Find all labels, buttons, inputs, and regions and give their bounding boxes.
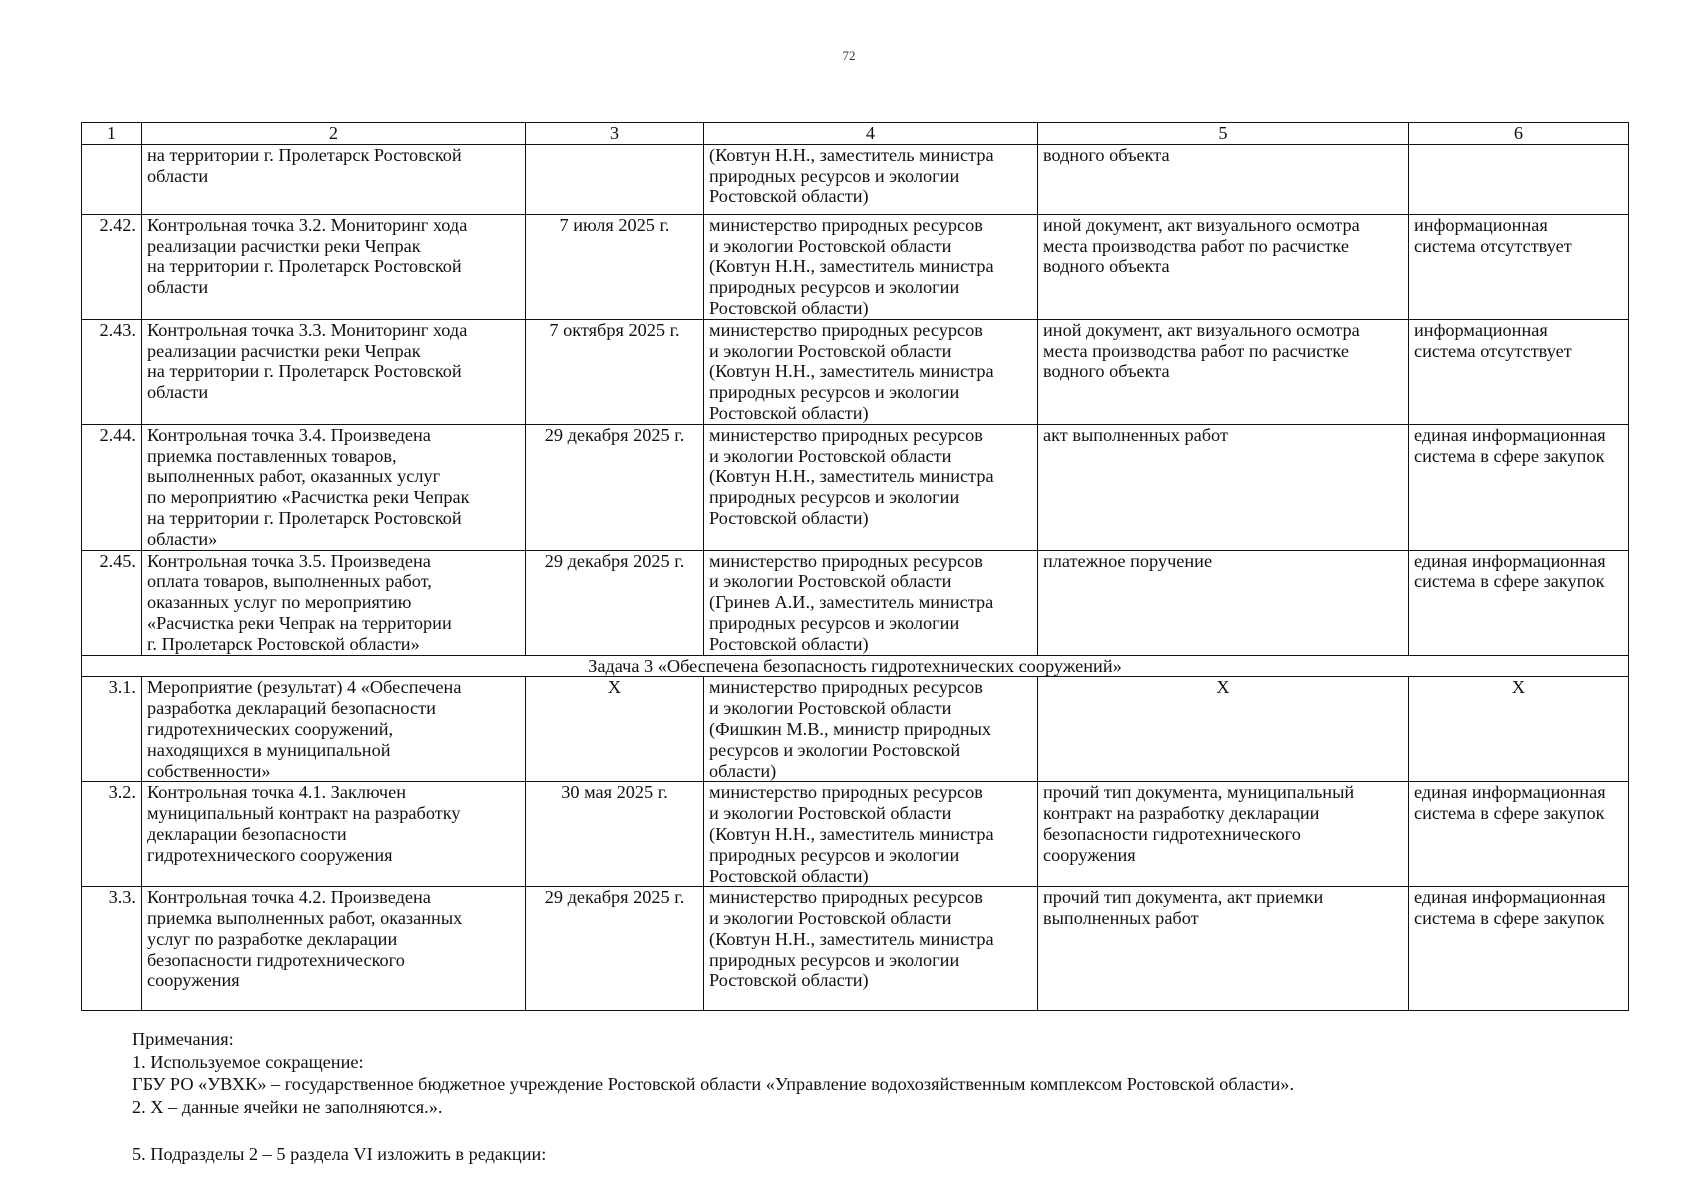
responsible-line: министерство природных ресурсов <box>709 887 983 908</box>
document-line: водного объекта <box>1043 256 1170 277</box>
title-line: области <box>147 277 209 298</box>
system-line: единая информационная <box>1414 782 1606 803</box>
responsible-line: Ростовской области) <box>709 633 869 654</box>
title-cell <box>142 144 526 214</box>
document-line: водного объекта <box>1043 361 1170 382</box>
document-cell <box>1038 424 1409 550</box>
responsible-cell <box>704 319 1038 424</box>
system-line: единая информационная <box>1414 550 1606 571</box>
page-number: 72 <box>842 48 856 63</box>
row-number-cell: 2.43. <box>82 319 142 424</box>
responsible-line: (Фишкин М.В., министр природных <box>709 718 992 739</box>
document-line: акт выполненных работ <box>1043 424 1228 445</box>
table-header-row <box>82 123 1629 145</box>
responsible-line: (Ковтун Н.Н., заместитель министра <box>709 928 994 949</box>
responsible-line: природных ресурсов и экологии <box>709 165 960 186</box>
table-row <box>82 677 1629 782</box>
document-line: X <box>1216 677 1230 698</box>
column-header: 6 <box>1409 123 1629 145</box>
notes-line: 1. Используемое сокращение: <box>132 1051 364 1072</box>
system-line: единая информационная <box>1414 887 1606 908</box>
responsible-line: Ростовской области) <box>709 507 869 528</box>
responsible-cell <box>704 782 1038 887</box>
responsible-line: (Ковтун Н.Н., заместитель министра <box>709 144 994 165</box>
system-cell <box>1409 424 1629 550</box>
title-line: сооружения <box>147 970 240 991</box>
responsible-line: природных ресурсов и экологии <box>709 949 960 970</box>
responsible-line: и экологии Ростовской области <box>709 235 952 256</box>
document-line: иной документ, акт визуального осмотра <box>1043 214 1360 235</box>
title-line: «Расчистка реки Чепрак на территории <box>147 612 452 633</box>
date-cell <box>526 144 704 214</box>
column-header: 2 <box>142 123 526 145</box>
table-row <box>82 782 1629 887</box>
table-row <box>82 214 1629 319</box>
system-cell <box>1409 887 1629 1011</box>
title-line: Контрольная точка 3.3. Мониторинг хода <box>147 319 468 340</box>
title-cell <box>142 887 526 1011</box>
column-header: 3 <box>526 123 704 145</box>
system-line: система в сфере закупок <box>1414 908 1605 929</box>
responsible-line: и экологии Ростовской области <box>709 908 952 929</box>
document-line: места производства работ по расчистке <box>1043 340 1349 361</box>
document-line: сооружения <box>1043 844 1136 865</box>
responsible-line: природных ресурсов и экологии <box>709 487 960 508</box>
title-cell <box>142 550 526 655</box>
title-line: по мероприятию «Расчистка реки Чепрак <box>147 487 470 508</box>
amendment-instruction: 5. Подразделы 2 – 5 раздела VI изложить в редакции: <box>132 1144 547 1164</box>
title-line: муниципальный контракт на разработку <box>147 803 461 824</box>
title-line: Контрольная точка 4.2. Произведена <box>147 887 431 908</box>
title-line: услуг по разработке декларации <box>147 928 398 949</box>
responsible-line: Ростовской области) <box>709 402 869 423</box>
document-line: иной документ, акт визуального осмотра <box>1043 319 1360 340</box>
title-line: собственности» <box>147 760 271 781</box>
system-line: X <box>1511 677 1526 698</box>
notes-line: 2. X – данные ячейки не заполняются.». <box>132 1096 443 1117</box>
document-line: платежное поручение <box>1043 550 1213 571</box>
table-row <box>82 319 1629 424</box>
document-cell <box>1038 887 1409 1011</box>
responsible-line: министерство природных ресурсов <box>709 550 983 571</box>
document-cell <box>1038 782 1409 887</box>
section-title: Задача 3 «Обеспечена безопасность гидротехнических сооружений» <box>82 655 1629 677</box>
document-cell <box>1038 214 1409 319</box>
title-line: области <box>147 382 209 403</box>
row-number-cell: 3.1. <box>82 677 142 782</box>
date-cell: 30 мая 2025 г. <box>526 782 704 887</box>
title-line: Контрольная точка 3.5. Произведена <box>147 550 431 571</box>
document-line: безопасности гидротехнического <box>1043 823 1301 844</box>
table-body <box>82 123 1629 1011</box>
system-line: информационная <box>1414 319 1548 340</box>
column-header: 4 <box>704 123 1038 145</box>
responsible-line: и экологии Ростовской области <box>709 803 952 824</box>
system-line: система отсутствует <box>1414 235 1572 256</box>
system-cell <box>1409 550 1629 655</box>
system-line: система в сфере закупок <box>1414 803 1605 824</box>
title-line: выполненных работ, оказанных услуг <box>147 466 441 487</box>
title-line: области <box>147 165 209 186</box>
system-cell <box>1409 782 1629 887</box>
responsible-line: природных ресурсов и экологии <box>709 612 960 633</box>
title-line: на территории г. Пролетарск Ростовской <box>147 507 462 528</box>
responsible-line: природных ресурсов и экологии <box>709 277 960 298</box>
column-header: 1 <box>82 123 142 145</box>
document-line: контракт на разработку декларации <box>1043 803 1320 824</box>
system-line: система отсутствует <box>1414 340 1572 361</box>
responsible-cell <box>704 144 1038 214</box>
responsible-cell <box>704 887 1038 1011</box>
title-line: реализации расчистки реки Чепрак <box>147 235 421 256</box>
responsible-line: министерство природных ресурсов <box>709 319 983 340</box>
document-line: прочий тип документа, акт приемки <box>1043 887 1324 908</box>
responsible-line: Ростовской области) <box>709 970 869 991</box>
table-row <box>82 550 1629 655</box>
responsible-cell <box>704 550 1038 655</box>
system-cell <box>1409 214 1629 319</box>
responsible-line: министерство природных ресурсов <box>709 782 983 803</box>
responsible-line: природных ресурсов и экологии <box>709 844 960 865</box>
row-number-cell <box>82 144 142 214</box>
system-line: система в сфере закупок <box>1414 571 1605 592</box>
title-line: гидротехнических сооружений, <box>147 718 394 739</box>
title-line: на территории г. Пролетарск Ростовской <box>147 256 462 277</box>
title-line: Контрольная точка 4.1. Заключен <box>147 782 407 803</box>
table-row <box>82 144 1629 214</box>
column-header: 5 <box>1038 123 1409 145</box>
document-cell <box>1038 677 1409 782</box>
responsible-cell <box>704 214 1038 319</box>
title-line: гидротехнического сооружения <box>147 844 393 865</box>
responsible-line: (Ковтун Н.Н., заместитель министра <box>709 361 994 382</box>
title-line: Мероприятие (результат) 4 «Обеспечена <box>147 677 462 698</box>
row-number-cell: 2.45. <box>82 550 142 655</box>
date-cell: X <box>526 677 704 782</box>
date-cell: 29 декабря 2025 г. <box>526 424 704 550</box>
title-line: Контрольная точка 3.2. Мониторинг хода <box>147 214 468 235</box>
title-cell <box>142 214 526 319</box>
responsible-line: (Гринев А.И., заместитель министра <box>709 592 994 613</box>
control-points-table <box>81 122 1629 1011</box>
title-line: г. Пролетарск Ростовской области» <box>147 633 420 654</box>
system-line: система в сфере закупок <box>1414 445 1605 466</box>
row-number-cell: 2.44. <box>82 424 142 550</box>
responsible-line: (Ковтун Н.Н., заместитель министра <box>709 823 994 844</box>
responsible-line: природных ресурсов и экологии <box>709 382 960 403</box>
title-line: оказанных услуг по мероприятию <box>147 592 412 613</box>
responsible-line: и экологии Ростовской области <box>709 445 952 466</box>
title-line: области» <box>147 528 218 549</box>
document-cell <box>1038 319 1409 424</box>
row-number-cell: 3.3. <box>82 887 142 1011</box>
title-line: Контрольная точка 3.4. Произведена <box>147 424 431 445</box>
responsible-line: (Ковтун Н.Н., заместитель министра <box>709 466 994 487</box>
title-line: безопасности гидротехнического <box>147 949 405 970</box>
date-cell: 29 декабря 2025 г. <box>526 550 704 655</box>
responsible-line: Ростовской области) <box>709 865 869 886</box>
system-line: единая информационная <box>1414 424 1606 445</box>
document-line: водного объекта <box>1043 144 1170 165</box>
responsible-line: министерство природных ресурсов <box>709 677 983 698</box>
system-cell <box>1409 677 1629 782</box>
system-cell <box>1409 319 1629 424</box>
title-line: приемка поставленных товаров, <box>147 445 397 466</box>
date-cell: 29 декабря 2025 г. <box>526 887 704 1011</box>
date-cell: 7 июля 2025 г. <box>526 214 704 319</box>
title-line: декларации безопасности <box>147 823 347 844</box>
document-line: места производства работ по расчистке <box>1043 235 1349 256</box>
system-cell <box>1409 144 1629 214</box>
responsible-line: Ростовской области) <box>709 297 869 318</box>
notes-line: ГБУ РО «УВХК» – государственное бюджетное учреждение Ростовской области «Управление водохозяйственным комплексом Ростовской области». <box>132 1074 1295 1095</box>
responsible-line: ресурсов и экологии Ростовской <box>709 739 961 760</box>
title-cell <box>142 782 526 887</box>
table-row <box>82 424 1629 550</box>
responsible-line: и экологии Ростовской области <box>709 340 952 361</box>
responsible-line: и экологии Ростовской области <box>709 571 952 592</box>
system-line: информационная <box>1414 214 1548 235</box>
document-line: прочий тип документа, муниципальный <box>1043 782 1355 803</box>
responsible-line: Ростовской области) <box>709 186 869 207</box>
document-cell <box>1038 550 1409 655</box>
notes-block <box>132 1028 1632 1118</box>
row-number-cell: 2.42. <box>82 214 142 319</box>
notes-heading: Примечания: <box>132 1029 234 1049</box>
title-line: оплата товаров, выполненных работ, <box>147 571 432 592</box>
responsible-cell <box>704 677 1038 782</box>
title-cell <box>142 677 526 782</box>
title-cell <box>142 424 526 550</box>
section-row <box>82 655 1629 677</box>
title-line: приемка выполненных работ, оказанных <box>147 908 463 929</box>
title-line: реализации расчистки реки Чепрак <box>147 340 421 361</box>
responsible-cell <box>704 424 1038 550</box>
date-cell: 7 октября 2025 г. <box>526 319 704 424</box>
document-line: выполненных работ <box>1043 908 1199 929</box>
row-number-cell: 3.2. <box>82 782 142 887</box>
title-line: находящихся в муниципальной <box>147 739 391 760</box>
title-line: на территории г. Пролетарск Ростовской <box>147 361 462 382</box>
title-line: разработка деклараций безопасности <box>147 698 436 719</box>
responsible-line: и экологии Ростовской области <box>709 698 952 719</box>
responsible-line: (Ковтун Н.Н., заместитель министра <box>709 256 994 277</box>
responsible-line: министерство природных ресурсов <box>709 424 983 445</box>
title-cell <box>142 319 526 424</box>
document-cell <box>1038 144 1409 214</box>
title-line: на территории г. Пролетарск Ростовской <box>147 144 462 165</box>
responsible-line: министерство природных ресурсов <box>709 214 983 235</box>
table-row <box>82 887 1629 1011</box>
responsible-line: области) <box>709 760 777 781</box>
